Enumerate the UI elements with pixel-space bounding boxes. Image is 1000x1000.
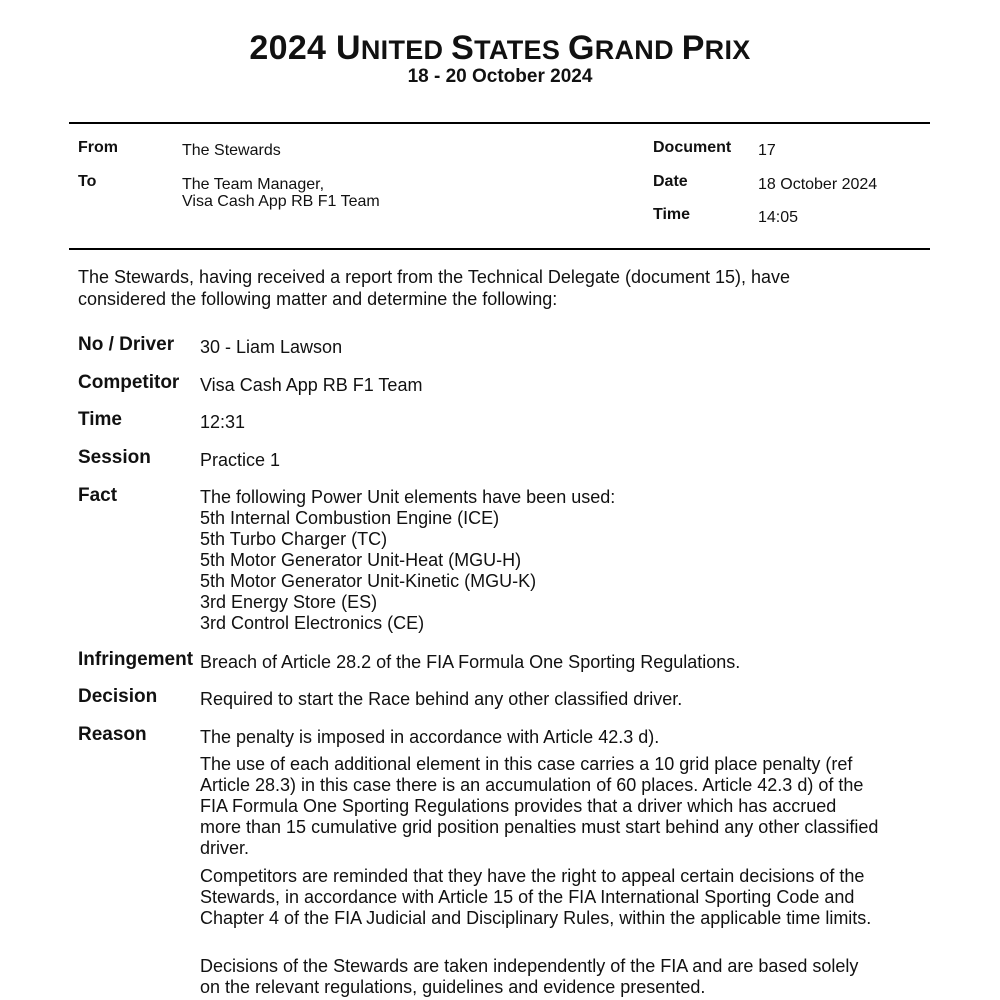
title-part: TATES (474, 35, 568, 65)
reason-line: driver. (200, 838, 250, 858)
from-value: The Stewards (182, 142, 281, 159)
intro-line: considered the following matter and determine the following: (78, 289, 558, 309)
intro-line: The Stewards, having received a report from the Technical Delegate (document 15), have (78, 267, 791, 287)
fact-line: 5th Internal Combustion Engine (ICE) (200, 508, 500, 528)
document-label: Document (653, 139, 732, 156)
reason-line: FIA Formula One Sporting Regulations provides that a driver which has accrued (200, 796, 837, 816)
competitor-value: Visa Cash App RB F1 Team (200, 375, 423, 395)
intro-paragraph (78, 266, 938, 310)
independence-line: Decisions of the Stewards are taken independently of the FIA and are based solely (200, 956, 859, 976)
reason-line: more than 15 cumulative grid position penalties must start behind any other classified (200, 817, 879, 837)
title-part: S (451, 29, 475, 67)
from-label: From (78, 139, 118, 156)
decision-label: Decision (78, 686, 158, 707)
reason-label: Reason (78, 724, 147, 745)
reason-line: The use of each additional element in this case carries a 10 grid place penalty (ref (200, 754, 853, 774)
session-label: Session (78, 447, 151, 468)
appeal-line: Stewards, in accordance with Article 15 of the FIA International Sporting Code and (200, 887, 855, 907)
fact-list (200, 487, 615, 634)
title-part: NITED (360, 35, 452, 65)
header-bottom-divider (69, 248, 930, 250)
reason-line: Article 28.3) in this case there is an accumulation of 60 places. Article 42.3 d) of the (200, 775, 864, 795)
to-value (182, 176, 380, 210)
session-time-value: 12:31 (200, 412, 246, 432)
independence-paragraph (200, 956, 925, 998)
infringement-label: Infringement (78, 649, 194, 670)
session-time-label: Time (78, 409, 123, 430)
infringement-value: Breach of Article 28.2 of the FIA Formula One Sporting Regulations. (200, 652, 741, 672)
fact-line: 3rd Control Electronics (CE) (200, 613, 425, 633)
reason-first-line: The penalty is imposed in accordance with Article 42.3 d). (200, 727, 660, 747)
driver-value: 30 - Liam Lawson (200, 337, 343, 357)
reason-paragraph (200, 754, 925, 859)
title-part: RIX (704, 35, 751, 65)
fact-line: 3rd Energy Store (ES) (200, 592, 378, 612)
decision-value: Required to start the Race behind any other classified driver. (200, 689, 683, 709)
time-value: 14:05 (758, 209, 799, 226)
appeal-line: Chapter 4 of the FIA Judicial and Disciplinary Rules, within the applicable time limits. (200, 908, 872, 928)
title-part: P (681, 29, 705, 67)
header-top-divider (69, 122, 930, 124)
independence-line: on the relevant regulations, guidelines and evidence presented. (200, 977, 706, 997)
appeal-paragraph (200, 866, 925, 929)
title-part: 2024 U (249, 29, 361, 67)
event-dates: 18 - 20 October 2024 (407, 66, 593, 87)
driver-label: No / Driver (78, 334, 175, 355)
document-title (0, 28, 1000, 70)
fact-line: 5th Motor Generator Unit-Kinetic (MGU-K) (200, 571, 537, 591)
to-value-line: The Team Manager, (182, 176, 325, 193)
competitor-label: Competitor (78, 372, 180, 393)
to-value-line: Visa Cash App RB F1 Team (182, 193, 380, 210)
document-number: 17 (758, 142, 776, 159)
fact-label: Fact (78, 485, 118, 506)
title-part: G (567, 29, 595, 67)
session-value: Practice 1 (200, 450, 281, 470)
to-label: To (78, 173, 97, 190)
time-label: Time (653, 206, 691, 223)
date-value: 18 October 2024 (758, 176, 878, 193)
fact-line: The following Power Unit elements have been used: (200, 487, 616, 507)
fact-line: 5th Turbo Charger (TC) (200, 529, 388, 549)
fact-line: 5th Motor Generator Unit-Heat (MGU-H) (200, 550, 522, 570)
fia-logo-fragment (140, 0, 200, 4)
title-part: RAND (594, 35, 682, 65)
appeal-line: Competitors are reminded that they have the right to appeal certain decisions of the (200, 866, 865, 886)
date-label: Date (653, 173, 688, 190)
